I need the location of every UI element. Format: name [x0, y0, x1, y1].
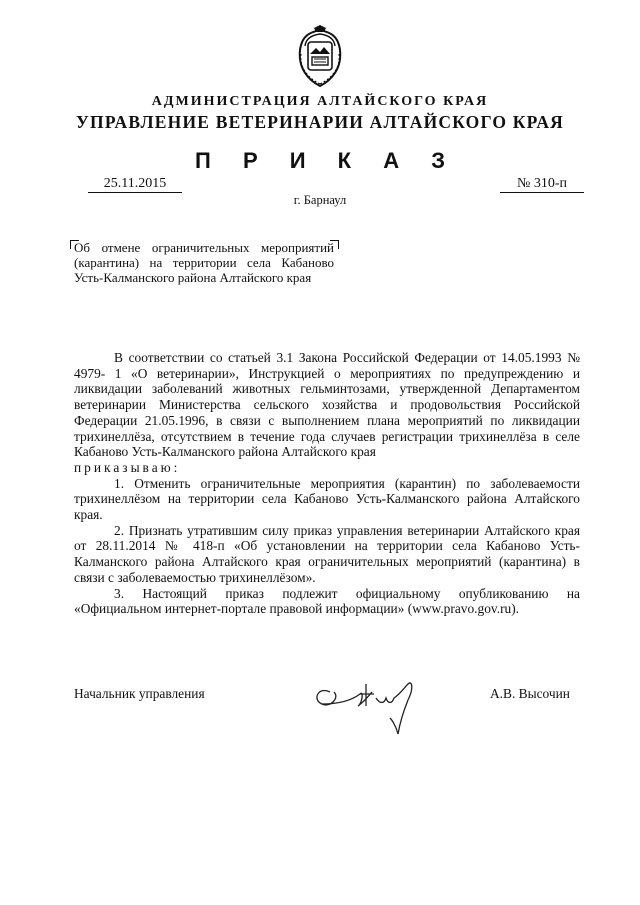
handwritten-signature — [300, 664, 440, 744]
signatory-name: А.В. Высочин — [490, 686, 570, 701]
document-city: г. Барнаул — [293, 193, 347, 207]
org-line-administration: АДМИНИСТРАЦИЯ АЛТАЙСКОГО КРАЯ — [151, 94, 489, 109]
preamble-paragraph: В соответствии со статьей 3.1 Закона Российской Федерации от 14.05.1993 № 4979- 1 «О ветеринарии», Инструкцией о мероприятиях по предупреждению и ликвидации заболеваний животных гельминтозами, утвержденной Департаментом ветеринарии Министерства сельского хозяйства и продовольствия Российской Федерации 21.05.1996, в связи с выполнением плана мероприятий по ликвидации трихинеллёза, отсутствием в течение года случаев регистрации трихинеллёза в селе Кабаново Усть-Калманского района Алтайского края — [74, 350, 580, 460]
order-item-2: 2. Признать утратившим силу приказ управления ветеринарии Алтайского края от 28.11.2014 № 418-п «Об установлении на территории села Кабаново Усть-Калманского района Алтайского края ограничительных мероприятий (карантина) в связи с заболеваемостью трихинеллёзом». — [74, 522, 580, 585]
order-word: приказываю: — [74, 459, 181, 475]
order-item-3: 3. Настоящий приказ подлежит официальному опубликованию на «Официальном интернет-портале правовой информации» (www.pravo.gov.ru). — [74, 585, 580, 617]
signatory-role: Начальник управления — [74, 686, 205, 701]
document-date: 25.11.2015 — [88, 176, 182, 193]
org-line-veterinary-department: УПРАВЛЕНИЕ ВЕТЕРИНАРИИ АЛТАЙСКОГО КРАЯ — [76, 112, 564, 132]
order-item-1: 1. Отменить ограничительные мероприятия (карантин) по заболеваемости трихинеллёзом на территории села Кабаново Усть-Калманского района Алтайского края. — [74, 475, 580, 523]
document-subject: Об отмене ограничительных мероприятий (карантина) на территории села Кабаново Усть-Калманского района Алтайского края — [74, 240, 334, 285]
coat-of-arms-emblem — [292, 24, 348, 90]
document-number: № 310-п — [500, 176, 584, 193]
document-type-title: П Р И К А З — [195, 148, 458, 173]
document-body — [74, 350, 580, 617]
